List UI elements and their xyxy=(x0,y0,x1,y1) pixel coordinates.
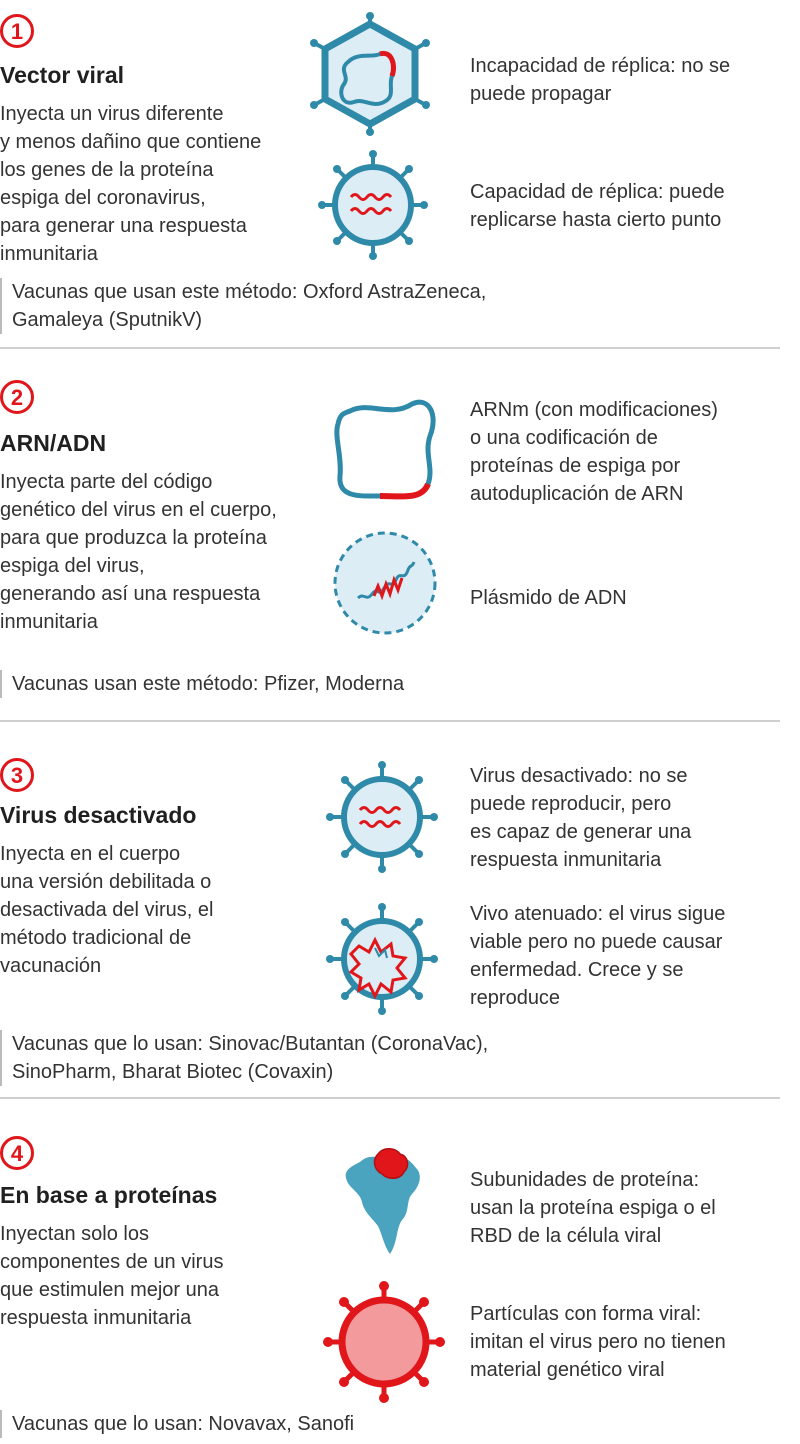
vaccines-note: Vacunas que lo usan: Sinovac/Butantan (CoronaVac), SinoPharm, Bharat Biotec (Covaxin) xyxy=(0,1030,488,1086)
item-label: ARNm (con modificaciones) o una codificación de proteínas de espiga por autoduplicación de ARN xyxy=(470,399,718,505)
item-label: Vivo atenuado: el virus sigue viable pero no puede causar enfermedad. Crece y se reproduce xyxy=(470,903,726,1009)
round-virus-icon xyxy=(318,150,428,260)
section-number: 3 xyxy=(0,758,34,792)
virus-like-particle-icon xyxy=(322,1280,447,1405)
item-label: Subunidades de proteína: usan la proteína espiga o el RBD de la célula viral xyxy=(470,1169,716,1247)
section-virus-desactivado xyxy=(0,722,800,1098)
section-title: Virus desactivado xyxy=(0,802,197,828)
section-title: ARN/ADN xyxy=(0,430,107,456)
item-label: Partículas con forma viral: imitan el virus pero no tienen material genético viral xyxy=(470,1303,726,1381)
section-title: En base a proteínas xyxy=(0,1182,218,1208)
section-description: Inyecta en el cuerpo una versión debilitada o desactivada del virus, el método tradicional de vacunación xyxy=(0,843,214,977)
section-number: 4 xyxy=(0,1136,34,1170)
section-title: Vector viral xyxy=(0,62,125,88)
attenuated-virus-icon xyxy=(325,902,440,1017)
section-vector-viral xyxy=(0,0,800,348)
item-label: Incapacidad de réplica: no se puede propagar xyxy=(470,55,731,105)
vaccines-note: Vacunas usan este método: Pfizer, Moderna xyxy=(0,670,404,698)
section-proteinas xyxy=(0,1098,800,1444)
mrna-strand-icon xyxy=(330,396,440,506)
section-number: 2 xyxy=(0,380,34,414)
hexagon-virus-icon xyxy=(300,14,440,134)
protein-subunit-icon xyxy=(340,1142,430,1262)
item-label: Virus desactivado: no se puede reproducir, pero es capaz de generar una respuesta inmunitaria xyxy=(470,765,692,871)
section-description: Inyectan solo los componentes de un virus que estimulen mejor una respuesta inmunitaria xyxy=(0,1223,224,1329)
section-description: Inyecta un virus diferente y menos dañino que contiene los genes de la proteína espiga del coronavirus, para generar una respuesta inmunitaria xyxy=(0,103,262,265)
vaccines-note: Vacunas que usan este método: Oxford AstraZeneca, Gamaleya (SputnikV) xyxy=(0,278,486,334)
item-label: Plásmido de ADN xyxy=(470,587,627,609)
vaccines-note: Vacunas que lo usan: Novavax, Sanofi xyxy=(0,1410,354,1438)
dna-plasmid-icon xyxy=(330,528,440,638)
section-number: 1 xyxy=(0,14,34,48)
item-label: Capacidad de réplica: puede replicarse hasta cierto punto xyxy=(470,181,725,231)
section-arn-adn xyxy=(0,348,800,722)
inactivated-virus-icon xyxy=(325,760,440,875)
section-description: Inyecta parte del código genético del virus en el cuerpo, para que produzca la proteína espiga del virus, generando así una respuesta inmunitaria xyxy=(0,471,277,633)
